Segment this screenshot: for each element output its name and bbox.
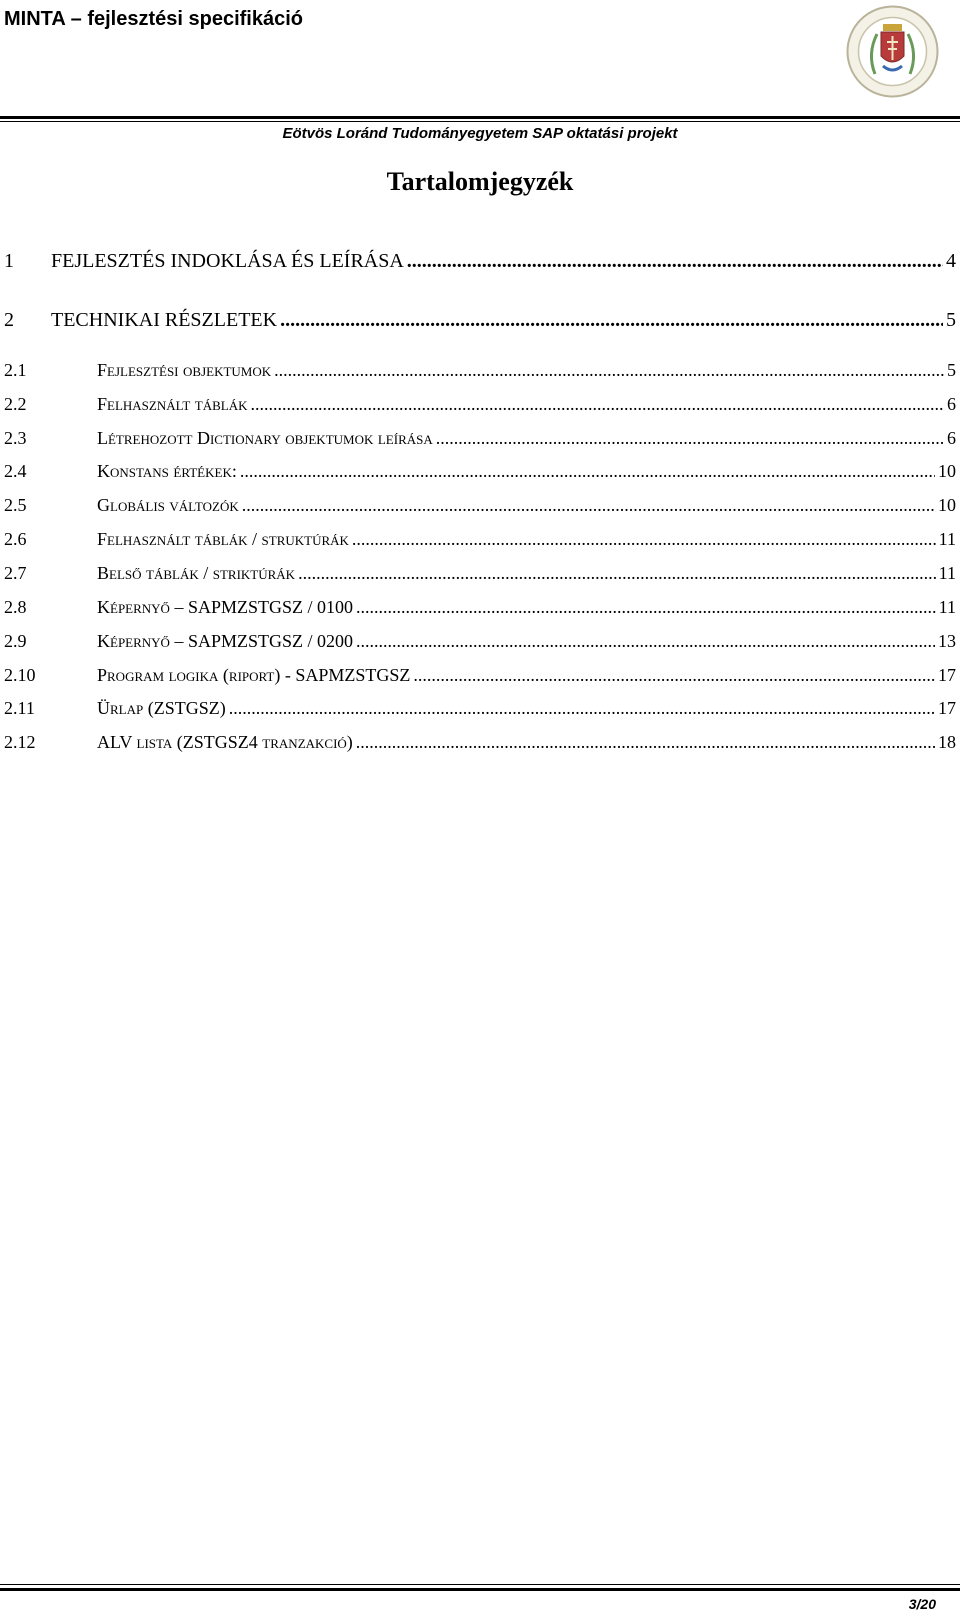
toc-dot-leader [298, 560, 936, 586]
toc-dot-leader [280, 307, 943, 333]
header-rule-thick [0, 116, 960, 119]
toc-entry-number: 2.8 [4, 597, 27, 617]
toc-entry[interactable] [4, 248, 956, 274]
toc-entry-title: FEJLESZTÉS INDOKLÁSA ÉS LEÍRÁSA [51, 250, 404, 272]
footer-rule-thick [0, 1588, 960, 1591]
footer-rule-thin [0, 1584, 960, 1585]
toc-entry[interactable] [4, 357, 956, 383]
document-title: MINTA – fejlesztési specifikáció [4, 8, 303, 30]
toc-entry-page: 6 [947, 428, 956, 448]
toc-dot-leader [251, 391, 944, 417]
toc-entry-title: Felhasznált táblák [97, 394, 248, 414]
toc-entry[interactable] [4, 391, 956, 417]
toc-entry[interactable] [4, 526, 956, 552]
toc-entry[interactable] [4, 729, 956, 755]
university-seal-icon [845, 4, 940, 99]
page-indicator: 3/20 [908, 1596, 936, 1612]
toc-entry-title: Konstans értékek: [97, 461, 237, 481]
toc-entry[interactable] [4, 458, 956, 484]
toc-entry-page: 5 [947, 360, 956, 380]
toc-entry-number: 2.5 [4, 495, 27, 515]
toc-entry-page: 18 [938, 732, 956, 752]
toc-entry[interactable] [4, 662, 956, 688]
toc-entry[interactable] [4, 628, 956, 654]
toc-entry-page: 11 [938, 597, 956, 617]
toc-entry[interactable] [4, 425, 956, 451]
toc-entry-number: 1 [4, 250, 14, 272]
toc-entry-title: Program logika (riport) - SAPMZSTGSZ [97, 665, 411, 685]
toc-dot-leader [413, 662, 935, 688]
header-rule-thin [0, 121, 960, 122]
toc-entry-page: 6 [947, 394, 956, 414]
toc-dot-leader [356, 594, 936, 620]
toc-entry-page: 17 [938, 665, 956, 685]
toc-dot-leader [356, 628, 935, 654]
toc-entry-title: Felhasznált táblák / struktúrák [97, 529, 349, 549]
toc-entry-number: 2.12 [4, 732, 36, 752]
toc-dot-leader [240, 458, 935, 484]
toc-dot-leader [242, 492, 935, 518]
toc-entry[interactable] [4, 492, 956, 518]
toc-dot-leader [356, 729, 935, 755]
toc-entry-number: 2.4 [4, 461, 27, 481]
toc-entry-title: Képernyő – SAPMZSTGSZ / 0200 [97, 631, 353, 651]
toc-entry-number: 2.11 [4, 698, 35, 718]
toc-dot-leader [407, 248, 943, 274]
toc-dot-leader [274, 357, 944, 383]
toc-entry-number: 2.2 [4, 394, 27, 414]
toc-entry-page: 10 [938, 495, 956, 515]
toc-entry-title: Fejlesztési objektumok [97, 360, 272, 380]
toc-entry-title: Ürlap (ZSTGSZ) [97, 698, 226, 718]
toc-heading: Tartalomjegyzék [386, 167, 574, 196]
toc-entry-page: 13 [938, 631, 956, 651]
toc-entry-number: 2.6 [4, 529, 27, 549]
toc-entry[interactable] [4, 560, 956, 586]
toc-entry-number: 2 [4, 309, 14, 331]
toc-entry-page: 17 [938, 698, 956, 718]
toc-dot-leader [352, 526, 936, 552]
toc-entry-page: 4 [946, 250, 956, 272]
toc-entry-title: Belső táblák / striktúrák [97, 563, 296, 583]
toc-entry-page: 10 [938, 461, 956, 481]
toc-entry-page: 11 [938, 563, 956, 583]
toc-entry[interactable] [4, 307, 956, 333]
toc-entry-title: TECHNIKAI RÉSZLETEK [51, 309, 278, 331]
toc-entry-number: 2.10 [4, 665, 36, 685]
toc-dot-leader [229, 695, 935, 721]
toc-entry-number: 2.1 [4, 360, 27, 380]
toc-entry-number: 2.9 [4, 631, 27, 651]
toc-entry[interactable] [4, 695, 956, 721]
toc-entry-page: 5 [946, 309, 956, 331]
toc-entry[interactable] [4, 594, 956, 620]
toc-entry-title: Globális változók [97, 495, 239, 515]
toc-dot-leader [436, 425, 944, 451]
toc-entry-title: Létrehozott Dictionary objektumok leírása [97, 428, 433, 448]
toc-entry-page: 11 [938, 529, 956, 549]
toc-entry-title: Képernyő – SAPMZSTGSZ / 0100 [97, 597, 353, 617]
toc-entry-number: 2.3 [4, 428, 27, 448]
project-subtitle: Eötvös Loránd Tudományegyetem SAP oktatási projekt [282, 125, 678, 142]
toc-entry-number: 2.7 [4, 563, 27, 583]
toc-entry-title: ALV lista (ZSTGSZ4 tranzakció) [97, 732, 353, 752]
